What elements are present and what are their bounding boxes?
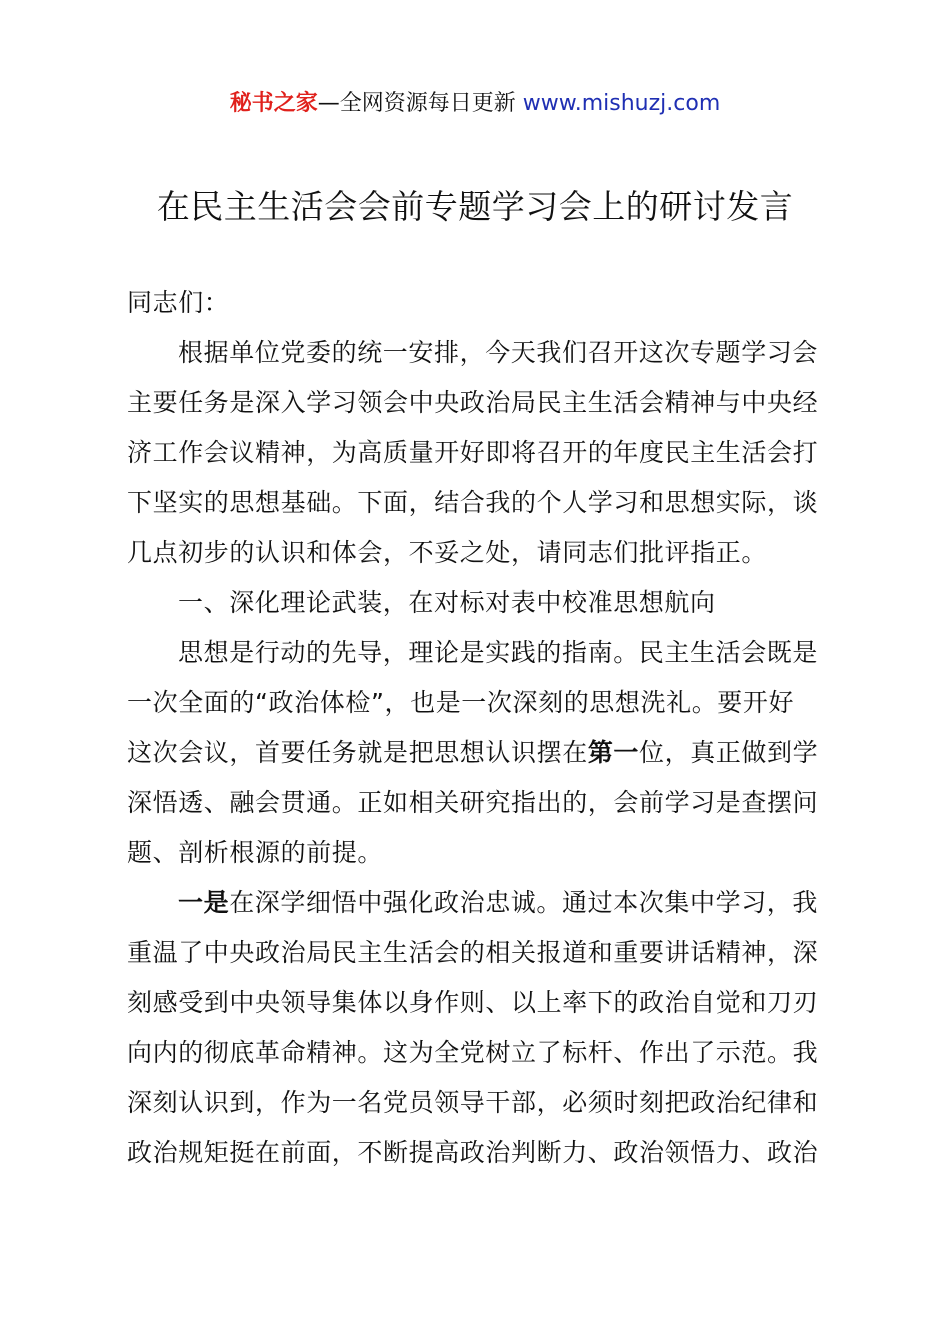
page-header [0, 86, 950, 122]
paragraph-line: 几点初步的认识和体会，不妥之处，请同志们批评指正。 [127, 538, 768, 567]
document-title: 在民主生活会会前专题学习会上的研讨发言 [156, 187, 794, 226]
paragraph-line: 思想是行动的先导，理论是实践的指南。民主生活会既是 [178, 638, 819, 667]
paragraph-line: 主要任务是深入学习领会中央政治局民主生活会精神与中央经 [127, 388, 819, 417]
paragraph-line: 一次全面的“政治体检”，也是一次深刻的思想洗礼。要开好 [127, 688, 795, 717]
paragraph-line: 济工作会议精神，为高质量开好即将召开的年度民主生活会打 [127, 438, 819, 467]
paragraph-line: 向内的彻底革命精神。这为全党树立了标杆、作出了示范。我 [127, 1038, 819, 1067]
bold-emphasis: 第一 [587, 738, 640, 767]
section-heading: 一、深化理论武装，在对标对表中校准思想航向 [178, 588, 716, 617]
paragraph-line: 重温了中央政治局民主生活会的相关报道和重要讲话精神，深 [127, 938, 819, 967]
header-slogan: —全网资源每日更新 [317, 91, 523, 116]
document-body [127, 278, 833, 1178]
bold-emphasis: 一是 [178, 888, 230, 917]
brand-name: 秘书之家 [229, 91, 318, 116]
paragraph-line: 下坚实的思想基础。下面，结合我的个人学习和思想实际，谈 [127, 488, 819, 517]
paragraph-line: 深悟透、融会贯通。正如相关研究指出的，会前学习是查摆问 [127, 788, 819, 817]
text-segment: 在深学细悟中强化政治忠诚。通过本次集中学习，我 [229, 888, 819, 917]
salutation: 同志们： [127, 288, 230, 317]
text-segment: 这次会议，首要任务就是把思想认识摆在 [127, 738, 588, 767]
paragraph-line [127, 728, 833, 778]
text-segment: 位，真正做到学 [639, 738, 819, 767]
paragraph-line: 深刻认识到，作为一名党员领导干部，必须时刻把政治纪律和 [127, 1088, 819, 1117]
paragraph-line [127, 878, 833, 928]
paragraph-line: 根据单位党委的统一安排，今天我们召开这次专题学习会 [178, 338, 819, 367]
paragraph-line: 刻感受到中央领导集体以身作则、以上率下的政治自觉和刀刃 [127, 988, 819, 1017]
paragraph-line: 政治规矩挺在前面，不断提高政治判断力、政治领悟力、政治 [127, 1138, 819, 1167]
paragraph-line: 题、剖析根源的前提。 [127, 838, 384, 867]
header-url-link[interactable]: www.mishuzj.com [522, 91, 721, 116]
